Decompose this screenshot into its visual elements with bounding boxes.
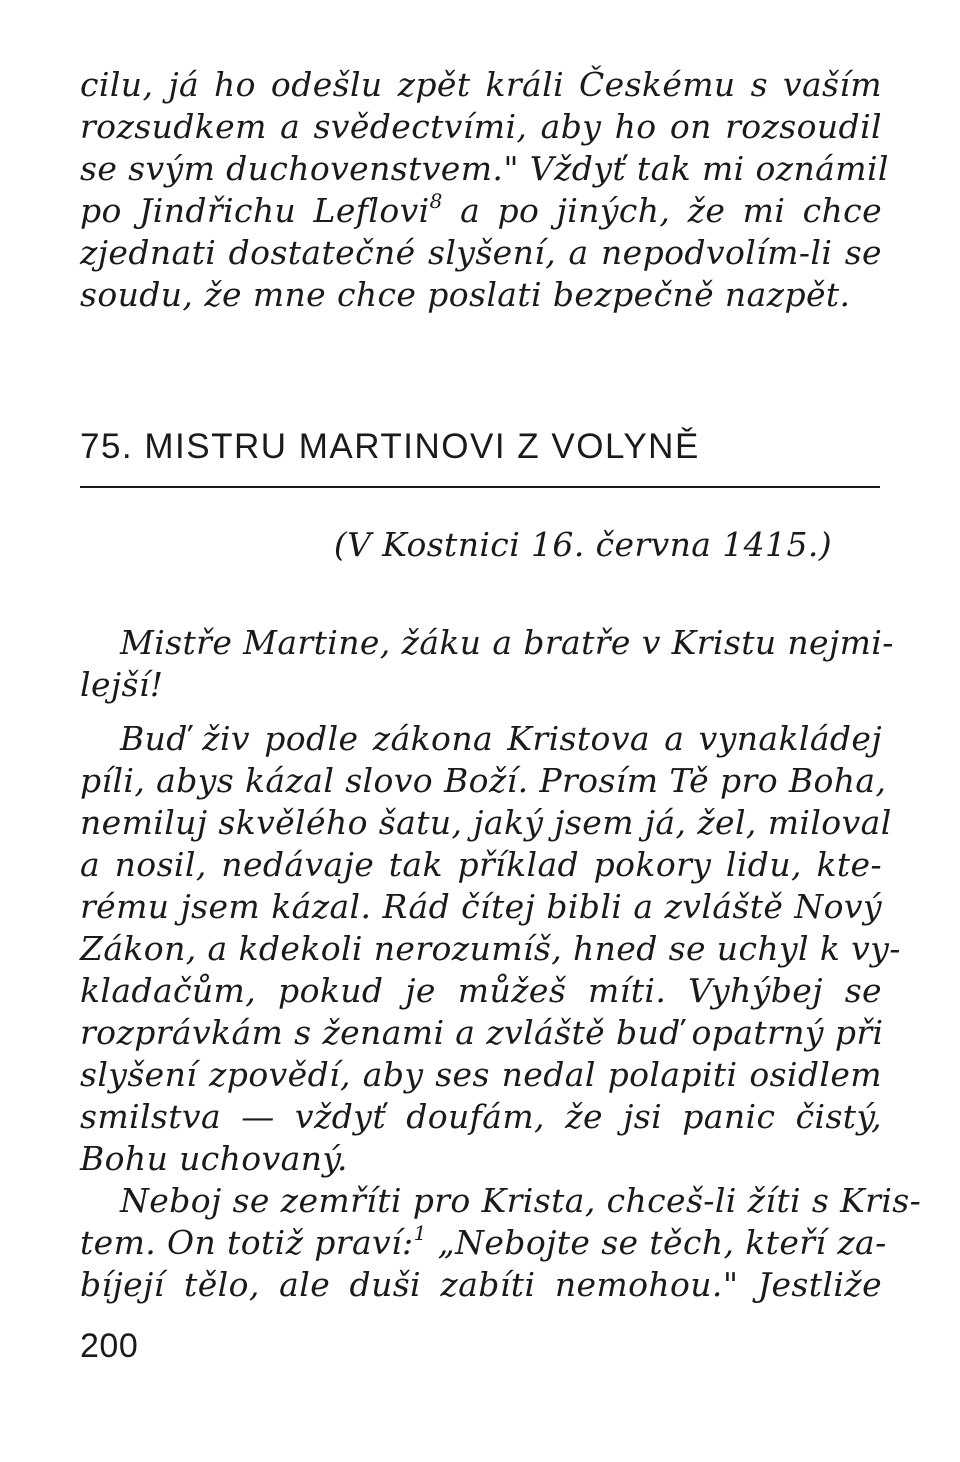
text-line: smilstva — vždyť doufám, že jsi panic čistý,	[80, 1097, 882, 1136]
text-line: Buď živ podle zákona Kristova a vynakládej	[120, 719, 882, 758]
text-line: Zákon, a kdekoli nerozumíš, hned se uchyl k vy-	[80, 929, 901, 968]
text-line: soudu, že mne chce poslati bezpečně nazpět.	[80, 275, 851, 314]
text-line: a nosil, nedávaje tak příklad pokory lidu, kte-	[80, 845, 882, 884]
text-line	[80, 190, 882, 232]
text-fragment: po Jindřichu Leflovi	[80, 191, 430, 230]
text-fragment: tem. On totiž praví:	[80, 1223, 414, 1262]
text-line: cilu, já ho odešlu zpět králi Českému s vaším	[80, 65, 882, 104]
text-line: slyšení zpovědí, aby ses nedal polapiti osidlem	[80, 1055, 882, 1094]
letter-date: (V Kostnici 16. června 1415.)	[333, 525, 832, 564]
text-line	[80, 1221, 887, 1264]
heading-rule	[80, 486, 880, 488]
letter-heading: 75. MISTRU MARTINOVI Z VOLYNĚ	[80, 427, 700, 466]
text-line: rému jsem kázal. Rád čítej bibli a zvláště Nový	[80, 887, 882, 926]
text-line: zjednati dostatečné slyšení, a nepodvolím-li se	[80, 233, 882, 272]
text-line: rozsudkem a svědectvími, aby ho on rozsoudil	[80, 107, 882, 146]
text-fragment: a po jiných, že mi chce	[442, 191, 882, 230]
text-line: píli, abys kázal slovo Boží. Prosím Tě pro Boha,	[80, 761, 887, 800]
footnote-marker: 1	[413, 1221, 427, 1245]
text-line: kladačům, pokud je můžeš míti. Vyhýbej se	[80, 971, 882, 1010]
text-fragment: „Nebojte se těch, kteří za-	[426, 1223, 887, 1262]
text-line: Bohu uchovaný.	[80, 1139, 348, 1178]
text-line: rozprávkám s ženami a zvláště buď opatrný při	[80, 1013, 884, 1052]
footnote-marker: 8	[429, 189, 443, 213]
page-number: 200	[80, 1327, 139, 1365]
salutation-line: lejší!	[80, 665, 164, 704]
text-line: bíjejí tělo, ale duši zabíti nemohou." Jestliže	[80, 1265, 882, 1304]
text-line: nemiluj skvělého šatu, jaký jsem já, žel, miloval	[80, 803, 892, 842]
text-line: Neboj se zemříti pro Krista, chceš-li žíti s Kris-	[120, 1181, 922, 1220]
salutation-line: Mistře Martine, žáku a bratře v Kristu nejmi-	[120, 623, 894, 662]
text-line: se svým duchovenstvem." Vždyť tak mi oznámil	[80, 149, 889, 188]
